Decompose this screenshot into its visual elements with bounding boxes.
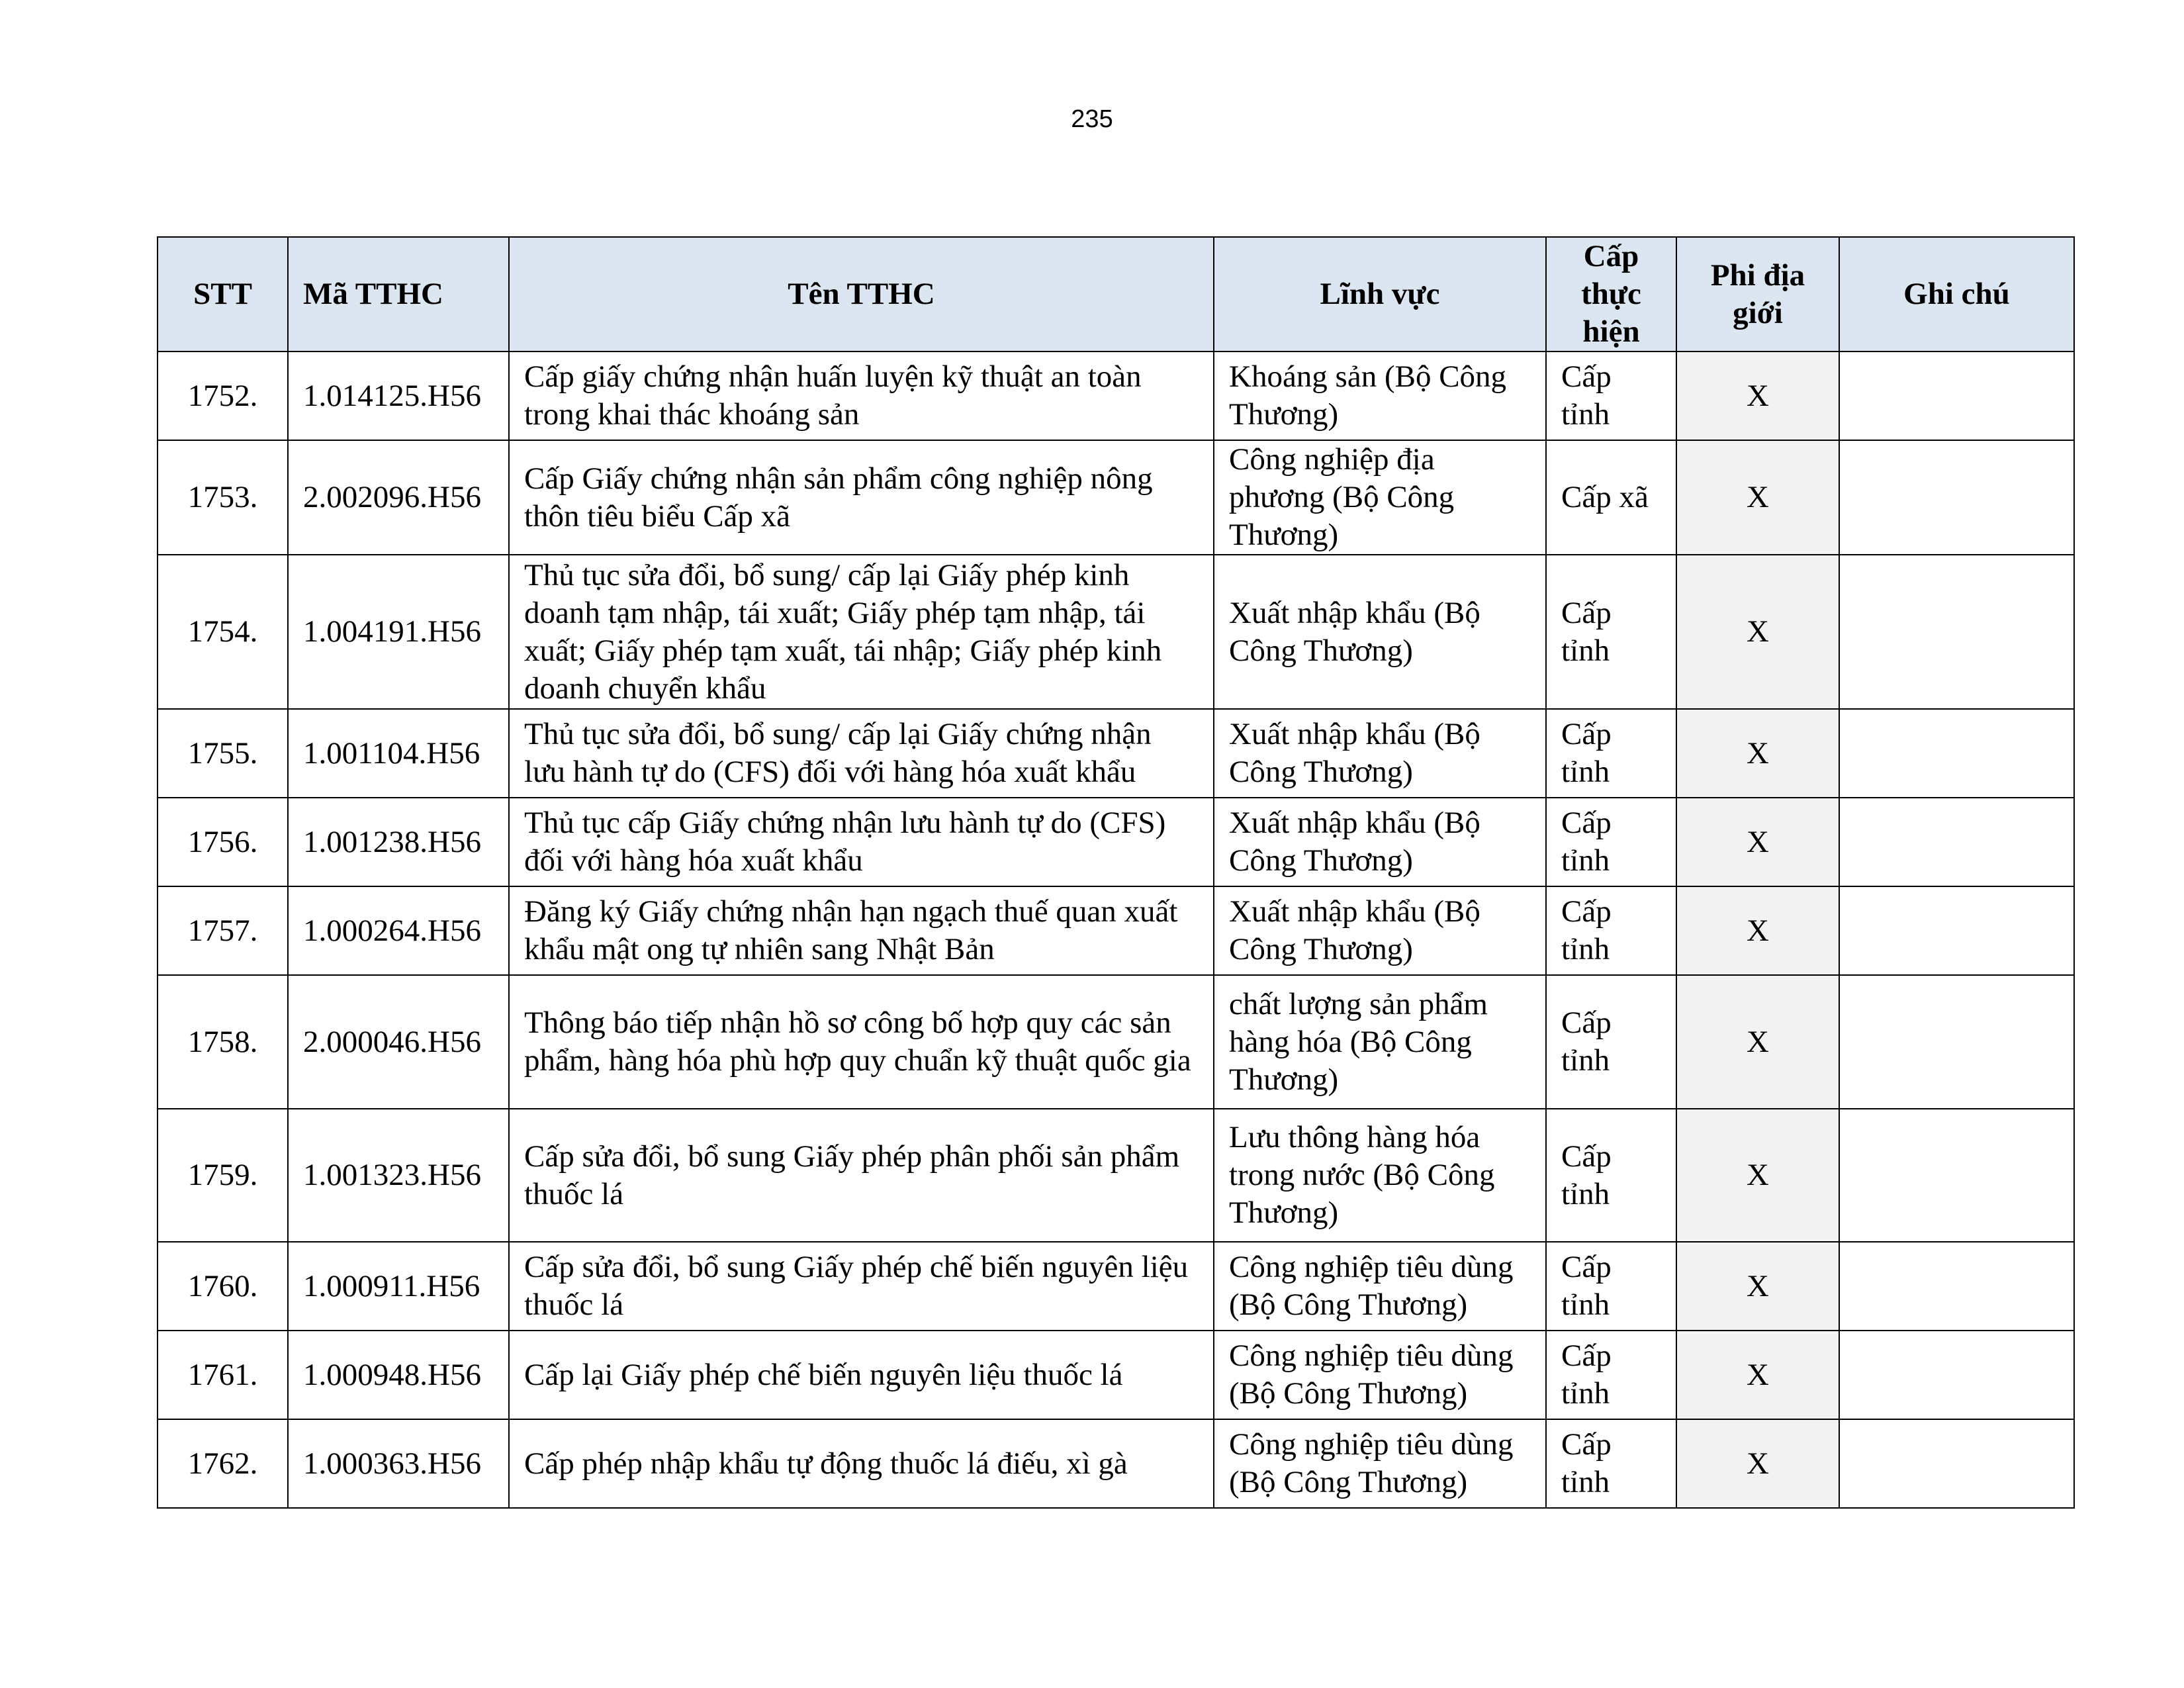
cell-linh-vuc: Công nghiệp tiêu dùng (Bộ Công Thương) xyxy=(1214,1331,1546,1419)
table-row xyxy=(158,975,2074,1109)
cell-ghi-chu xyxy=(1839,1109,2074,1242)
table-row xyxy=(158,1109,2074,1242)
cell-phi-dia-gioi: X xyxy=(1676,798,1839,886)
cell-cap-thuc-hien: Cấp tỉnh xyxy=(1546,975,1676,1109)
cell-ma-tthc: 1.001323.H56 xyxy=(288,1109,509,1242)
cell-ten-tthc: Cấp Giấy chứng nhận sản phẩm công nghiệp nông thôn tiêu biểu Cấp xã xyxy=(509,440,1214,555)
cell-stt: 1761. xyxy=(158,1331,288,1419)
header-cap-thuc-hien xyxy=(1546,237,1676,352)
cell-ghi-chu xyxy=(1839,555,2074,709)
cell-linh-vuc: Xuất nhập khẩu (Bộ Công Thương) xyxy=(1214,798,1546,886)
header-phi-line-1: Phi địa xyxy=(1710,258,1805,293)
cell-ghi-chu xyxy=(1839,1331,2074,1419)
cell-linh-vuc: Công nghiệp địa phương (Bộ Công Thương) xyxy=(1214,440,1546,555)
cell-phi-dia-gioi: X xyxy=(1676,1419,1839,1508)
header-cap-line-3: hiện xyxy=(1582,314,1640,349)
table-row xyxy=(158,709,2074,798)
table-row xyxy=(158,1331,2074,1419)
cell-cap-thuc-hien: Cấp tỉnh xyxy=(1546,555,1676,709)
cell-cap-thuc-hien: Cấp tỉnh xyxy=(1546,352,1676,440)
header-stt: STT xyxy=(158,237,288,352)
cell-stt: 1753. xyxy=(158,440,288,555)
header-ghi-chu: Ghi chú xyxy=(1839,237,2074,352)
cell-stt: 1755. xyxy=(158,709,288,798)
cell-cap-thuc-hien: Cấp tỉnh xyxy=(1546,798,1676,886)
cell-cap-thuc-hien: Cấp tỉnh xyxy=(1546,1331,1676,1419)
cell-phi-dia-gioi: X xyxy=(1676,1331,1839,1419)
header-linh-vuc: Lĩnh vực xyxy=(1214,237,1546,352)
cell-cap-thuc-hien: Cấp tỉnh xyxy=(1546,886,1676,975)
cell-phi-dia-gioi: X xyxy=(1676,975,1839,1109)
header-ma-tthc: Mã TTHC xyxy=(288,237,509,352)
cell-ten-tthc: Cấp giấy chứng nhận huấn luyện kỹ thuật an toàn trong khai thác khoáng sản xyxy=(509,352,1214,440)
cell-ma-tthc: 1.001104.H56 xyxy=(288,709,509,798)
header-phi-dia-gioi xyxy=(1676,237,1839,352)
cell-ghi-chu xyxy=(1839,352,2074,440)
table-row xyxy=(158,886,2074,975)
cell-ma-tthc: 2.000046.H56 xyxy=(288,975,509,1109)
cell-ghi-chu xyxy=(1839,886,2074,975)
table-body xyxy=(158,352,2074,1508)
cell-ghi-chu xyxy=(1839,975,2074,1109)
cell-ghi-chu xyxy=(1839,440,2074,555)
procedures-table xyxy=(157,236,2075,1509)
cell-stt: 1760. xyxy=(158,1242,288,1331)
cell-linh-vuc: Công nghiệp tiêu dùng (Bộ Công Thương) xyxy=(1214,1419,1546,1508)
cell-linh-vuc: Khoáng sản (Bộ Công Thương) xyxy=(1214,352,1546,440)
table-row xyxy=(158,555,2074,709)
cell-phi-dia-gioi: X xyxy=(1676,1109,1839,1242)
cell-stt: 1759. xyxy=(158,1109,288,1242)
cell-cap-thuc-hien: Cấp xã xyxy=(1546,440,1676,555)
header-cap-line-1: Cấp xyxy=(1583,239,1639,273)
cell-ten-tthc: Thủ tục sửa đổi, bổ sung/ cấp lại Giấy phép kinh doanh tạm nhập, tái xuất; Giấy phép tạm nhập, tái xuất; Giấy phép tạm xuất, tái nhập; Giấy phép kinh doanh chuyển khẩu xyxy=(509,555,1214,709)
header-phi-line-2: giới xyxy=(1733,295,1783,330)
cell-ten-tthc: Cấp phép nhập khẩu tự động thuốc lá điếu, xì gà xyxy=(509,1419,1214,1508)
cell-stt: 1754. xyxy=(158,555,288,709)
cell-cap-thuc-hien: Cấp tỉnh xyxy=(1546,1242,1676,1331)
table-row xyxy=(158,352,2074,440)
cell-ma-tthc: 2.002096.H56 xyxy=(288,440,509,555)
cell-phi-dia-gioi: X xyxy=(1676,886,1839,975)
cell-ma-tthc: 1.000911.H56 xyxy=(288,1242,509,1331)
cell-stt: 1758. xyxy=(158,975,288,1109)
cell-phi-dia-gioi: X xyxy=(1676,440,1839,555)
cell-phi-dia-gioi: X xyxy=(1676,709,1839,798)
table-header-row xyxy=(158,237,2074,352)
cell-ma-tthc: 1.000363.H56 xyxy=(288,1419,509,1508)
page-number: 235 xyxy=(1071,105,1113,133)
cell-ghi-chu xyxy=(1839,798,2074,886)
cell-linh-vuc: Xuất nhập khẩu (Bộ Công Thương) xyxy=(1214,555,1546,709)
cell-ghi-chu xyxy=(1839,1242,2074,1331)
cell-cap-thuc-hien: Cấp tỉnh xyxy=(1546,1419,1676,1508)
cell-ten-tthc: Cấp sửa đổi, bổ sung Giấy phép chế biến nguyên liệu thuốc lá xyxy=(509,1242,1214,1331)
cell-stt: 1756. xyxy=(158,798,288,886)
table-row xyxy=(158,1419,2074,1508)
cell-ten-tthc: Thông báo tiếp nhận hồ sơ công bố hợp quy các sản phẩm, hàng hóa phù hợp quy chuẩn kỹ thuật quốc gia xyxy=(509,975,1214,1109)
table-row xyxy=(158,440,2074,555)
cell-ma-tthc: 1.000948.H56 xyxy=(288,1331,509,1419)
cell-cap-thuc-hien: Cấp tỉnh xyxy=(1546,709,1676,798)
cell-ten-tthc: Thủ tục cấp Giấy chứng nhận lưu hành tự do (CFS) đối với hàng hóa xuất khẩu xyxy=(509,798,1214,886)
cell-linh-vuc: Xuất nhập khẩu (Bộ Công Thương) xyxy=(1214,709,1546,798)
cell-stt: 1757. xyxy=(158,886,288,975)
cell-stt: 1762. xyxy=(158,1419,288,1508)
cell-ten-tthc: Đăng ký Giấy chứng nhận hạn ngạch thuế quan xuất khẩu mật ong tự nhiên sang Nhật Bản xyxy=(509,886,1214,975)
cell-ma-tthc: 1.001238.H56 xyxy=(288,798,509,886)
cell-cap-thuc-hien: Cấp tỉnh xyxy=(1546,1109,1676,1242)
cell-linh-vuc: chất lượng sản phẩm hàng hóa (Bộ Công Thương) xyxy=(1214,975,1546,1109)
cell-linh-vuc: Công nghiệp tiêu dùng (Bộ Công Thương) xyxy=(1214,1242,1546,1331)
cell-ma-tthc: 1.004191.H56 xyxy=(288,555,509,709)
cell-linh-vuc: Xuất nhập khẩu (Bộ Công Thương) xyxy=(1214,886,1546,975)
header-cap-line-2: thực xyxy=(1581,277,1641,311)
cell-linh-vuc: Lưu thông hàng hóa trong nước (Bộ Công Thương) xyxy=(1214,1109,1546,1242)
cell-ten-tthc: Cấp sửa đổi, bổ sung Giấy phép phân phối sản phẩm thuốc lá xyxy=(509,1109,1214,1242)
cell-ten-tthc: Cấp lại Giấy phép chế biến nguyên liệu thuốc lá xyxy=(509,1331,1214,1419)
cell-ghi-chu xyxy=(1839,1419,2074,1508)
header-ten-tthc: Tên TTHC xyxy=(509,237,1214,352)
cell-stt: 1752. xyxy=(158,352,288,440)
table-row xyxy=(158,1242,2074,1331)
table-row xyxy=(158,798,2074,886)
cell-ma-tthc: 1.000264.H56 xyxy=(288,886,509,975)
cell-phi-dia-gioi: X xyxy=(1676,555,1839,709)
cell-ma-tthc: 1.014125.H56 xyxy=(288,352,509,440)
cell-ghi-chu xyxy=(1839,709,2074,798)
cell-ten-tthc: Thủ tục sửa đổi, bổ sung/ cấp lại Giấy chứng nhận lưu hành tự do (CFS) đối với hàng hóa xuất khẩu xyxy=(509,709,1214,798)
cell-phi-dia-gioi: X xyxy=(1676,352,1839,440)
cell-phi-dia-gioi: X xyxy=(1676,1242,1839,1331)
